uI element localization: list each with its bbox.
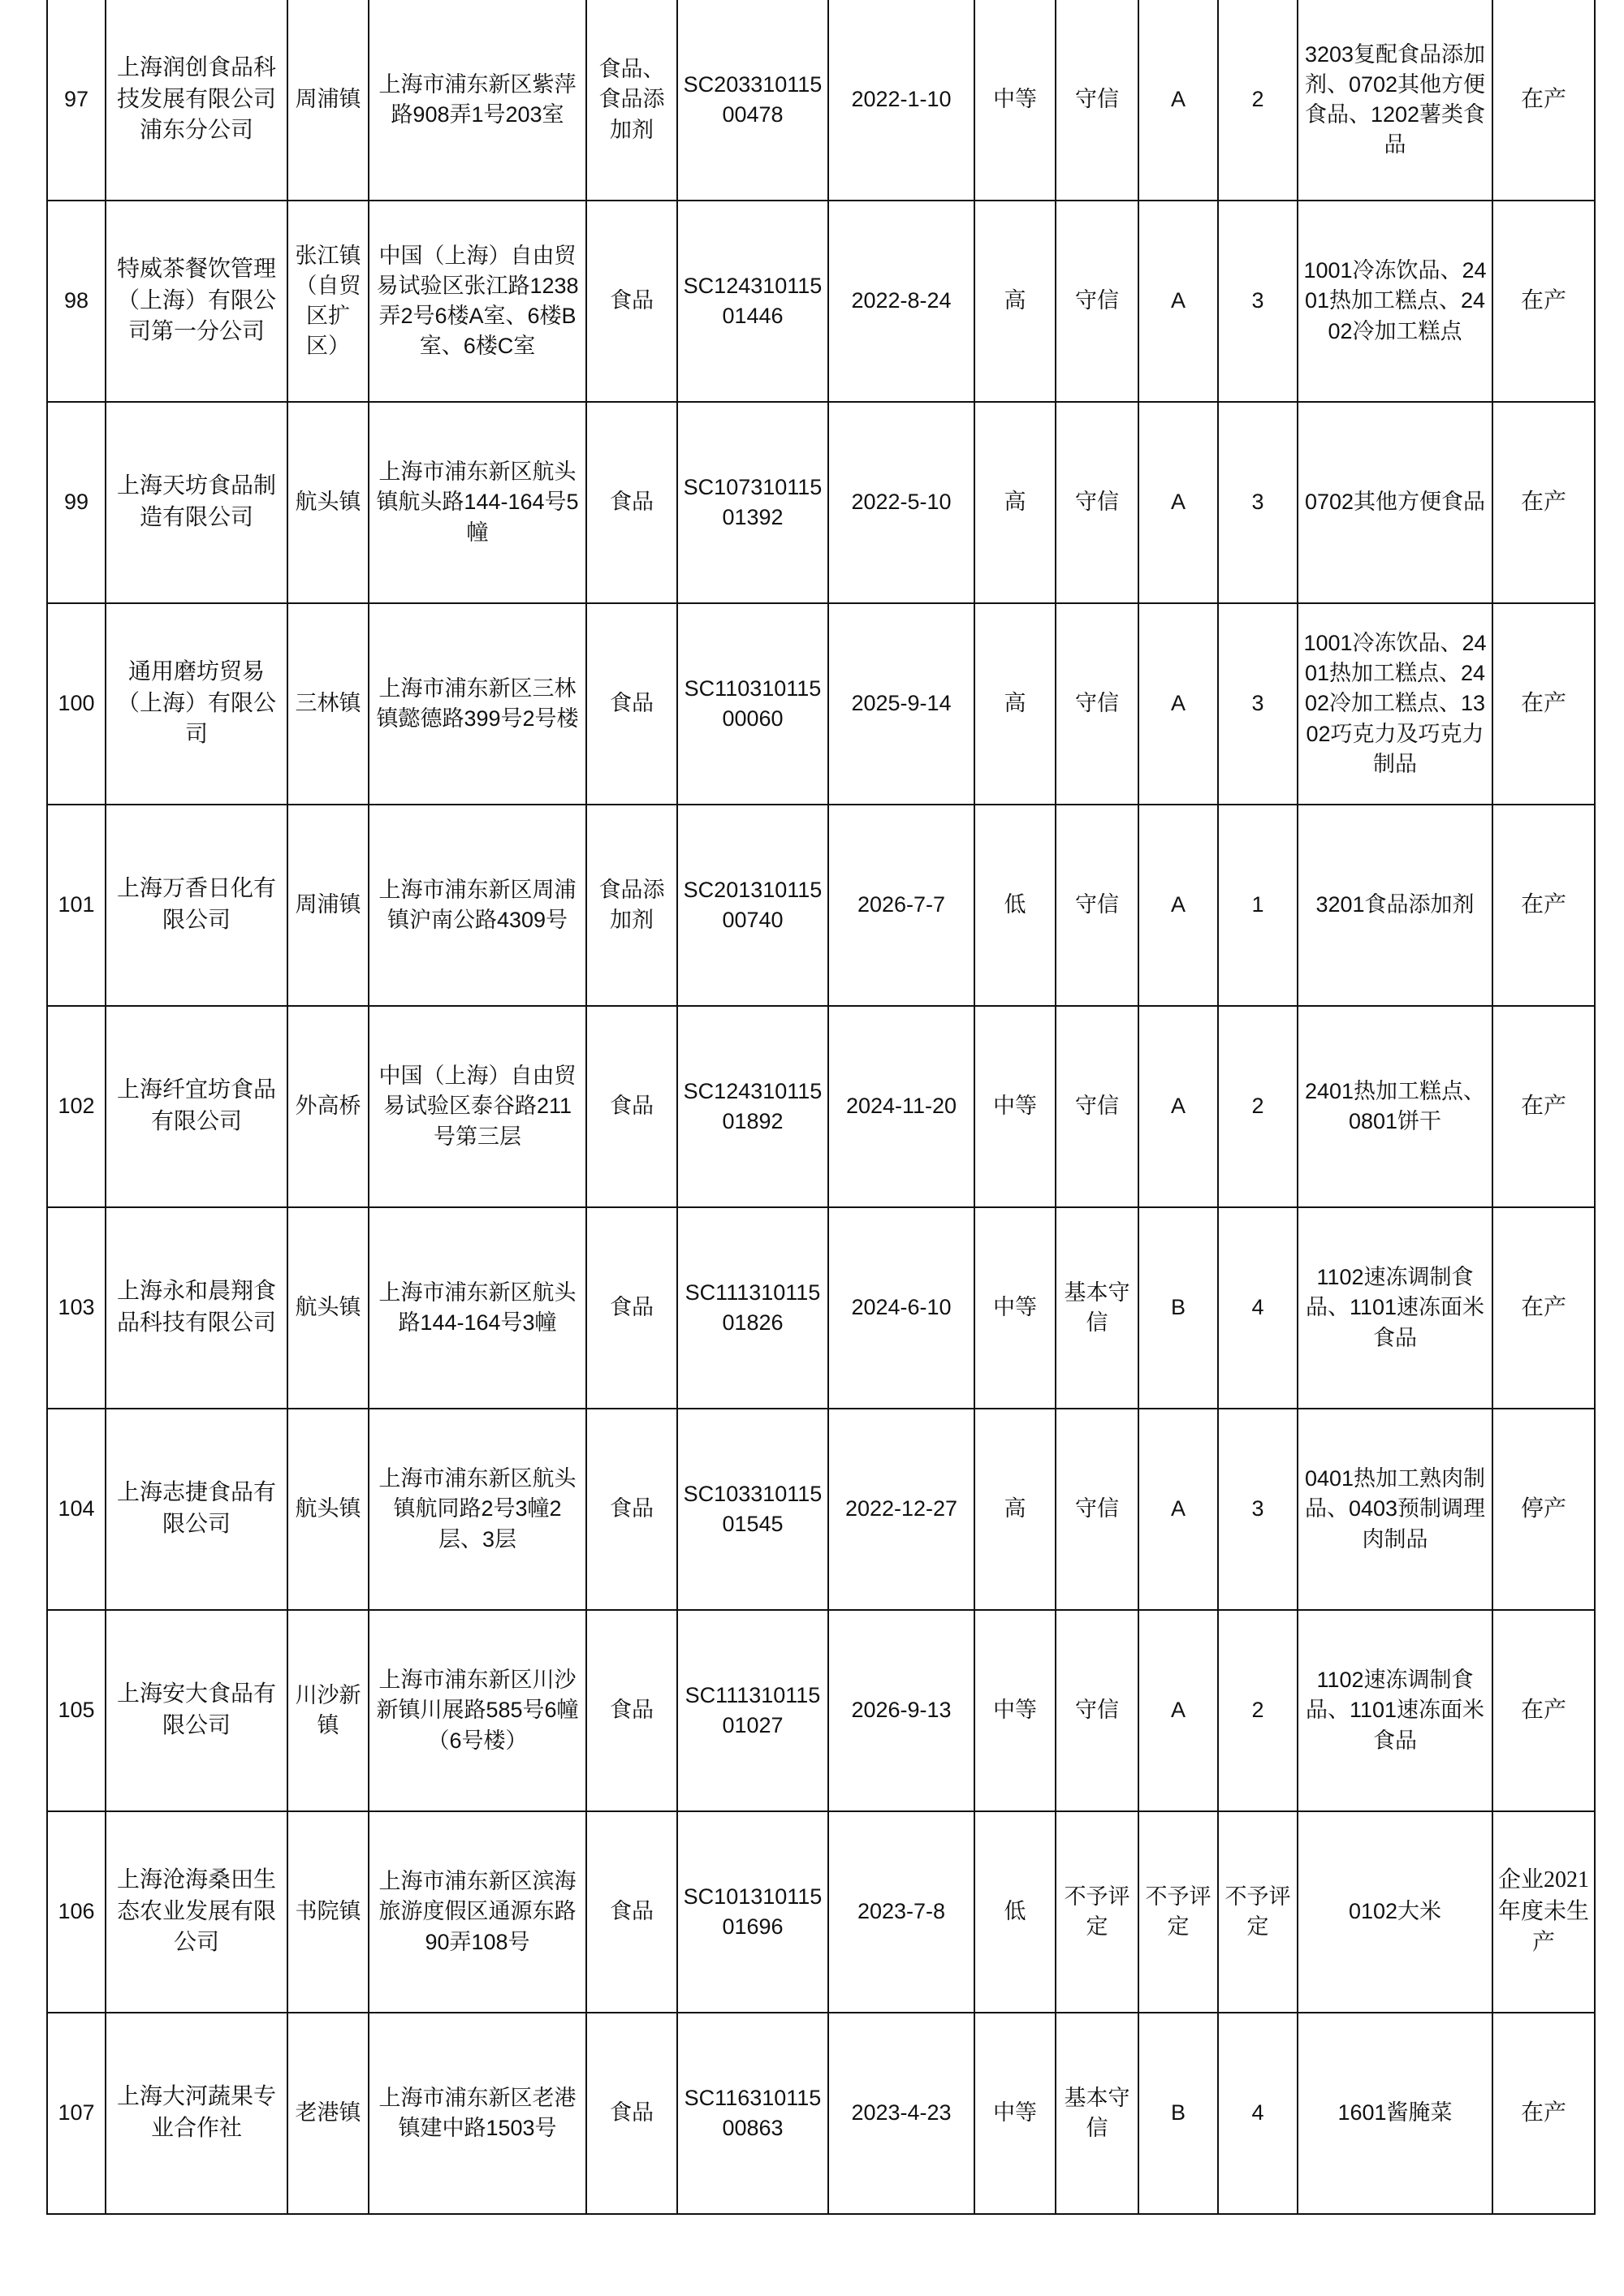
town-cell: 三林镇 [287, 603, 369, 805]
product-categories-cell: 1601酱腌菜 [1298, 2013, 1492, 2214]
product-categories-cell: 1001冷冻饮品、2401热加工糕点、2402冷加工糕点 [1298, 201, 1492, 402]
credit-rating-cell: 守信 [1056, 1610, 1138, 1811]
supervision-level-cell: 1 [1218, 805, 1298, 1006]
risk-level-cell: 中等 [974, 1610, 1056, 1811]
license-number-cell: SC10731011501392 [677, 402, 828, 603]
production-status-cell: 在产 [1492, 402, 1595, 603]
row-number-cell: 98 [47, 201, 106, 402]
credit-rating-cell: 不予评定 [1056, 1811, 1138, 2013]
category-cell: 食品 [586, 402, 677, 603]
row-number-cell: 107 [47, 2013, 106, 2214]
town-cell: 川沙新镇 [287, 1610, 369, 1811]
license-number-cell: SC11131011501027 [677, 1610, 828, 1811]
risk-level-cell: 低 [974, 1811, 1056, 2013]
product-categories-cell: 1102速冻调制食品、1101速冻面米食品 [1298, 1610, 1492, 1811]
supervision-level-cell: 2 [1218, 1610, 1298, 1811]
production-status-cell: 在产 [1492, 1610, 1595, 1811]
row-number-cell: 100 [47, 603, 106, 805]
table-row [47, 603, 1595, 805]
address-cell: 上海市浦东新区滨海旅游度假区通源东路90弄108号 [369, 1811, 586, 2013]
address-cell: 上海市浦东新区川沙新镇川展路585号6幢（6号楼） [369, 1610, 586, 1811]
product-categories-cell: 3201食品添加剂 [1298, 805, 1492, 1006]
production-status-cell: 在产 [1492, 1207, 1595, 1409]
grade-cell: A [1138, 603, 1218, 805]
supervision-level-cell: 4 [1218, 2013, 1298, 2214]
town-cell: 张江镇（自贸区扩区） [287, 201, 369, 402]
category-cell: 食品 [586, 1610, 677, 1811]
expiry-date-cell: 2024-6-10 [828, 1207, 974, 1409]
grade-cell: A [1138, 1409, 1218, 1610]
credit-rating-cell: 基本守信 [1056, 2013, 1138, 2214]
expiry-date-cell: 2026-9-13 [828, 1610, 974, 1811]
company-name-cell: 上海润创食品科技发展有限公司浦东分公司 [106, 0, 287, 201]
risk-level-cell: 高 [974, 201, 1056, 402]
town-cell: 书院镇 [287, 1811, 369, 2013]
production-status-cell: 停产 [1492, 1409, 1595, 1610]
supervision-level-cell: 2 [1218, 0, 1298, 201]
company-name-cell: 通用磨坊贸易（上海）有限公司 [106, 603, 287, 805]
license-number-cell: SC12431011501892 [677, 1006, 828, 1207]
expiry-date-cell: 2025-9-14 [828, 603, 974, 805]
company-name-cell: 上海天坊食品制造有限公司 [106, 402, 287, 603]
category-cell: 食品 [586, 1409, 677, 1610]
risk-level-cell: 高 [974, 1409, 1056, 1610]
license-number-cell: SC11631011500863 [677, 2013, 828, 2214]
grade-cell: B [1138, 2013, 1218, 2214]
town-cell: 航头镇 [287, 402, 369, 603]
license-number-cell: SC10331011501545 [677, 1409, 828, 1610]
expiry-date-cell: 2022-1-10 [828, 0, 974, 201]
expiry-date-cell: 2022-12-27 [828, 1409, 974, 1610]
table-body [47, 0, 1595, 2214]
credit-rating-cell: 守信 [1056, 0, 1138, 201]
credit-rating-cell: 守信 [1056, 1409, 1138, 1610]
license-number-cell: SC11131011501826 [677, 1207, 828, 1409]
category-cell: 食品 [586, 1006, 677, 1207]
license-number-cell: SC11031011500060 [677, 603, 828, 805]
credit-rating-cell: 守信 [1056, 402, 1138, 603]
product-categories-cell: 2401热加工糕点、0801饼干 [1298, 1006, 1492, 1207]
address-cell: 中国（上海）自由贸易试验区张江路1238弄2号6楼A室、6楼B室、6楼C室 [369, 201, 586, 402]
supervision-level-cell: 4 [1218, 1207, 1298, 1409]
table-row [47, 1610, 1595, 1811]
town-cell: 航头镇 [287, 1409, 369, 1610]
risk-level-cell: 低 [974, 805, 1056, 1006]
address-cell: 上海市浦东新区航头路144-164号3幢 [369, 1207, 586, 1409]
supervision-level-cell: 3 [1218, 201, 1298, 402]
town-cell: 外高桥 [287, 1006, 369, 1207]
supervision-level-cell: 3 [1218, 603, 1298, 805]
expiry-date-cell: 2024-11-20 [828, 1006, 974, 1207]
expiry-date-cell: 2026-7-7 [828, 805, 974, 1006]
row-number-cell: 105 [47, 1610, 106, 1811]
supervision-level-cell: 2 [1218, 1006, 1298, 1207]
table-row [47, 1207, 1595, 1409]
grade-cell: A [1138, 201, 1218, 402]
grade-cell: A [1138, 402, 1218, 603]
license-number-cell: SC10131011501696 [677, 1811, 828, 2013]
address-cell: 上海市浦东新区老港镇建中路1503号 [369, 2013, 586, 2214]
row-number-cell: 97 [47, 0, 106, 201]
license-number-cell: SC20331011500478 [677, 0, 828, 201]
production-status-cell: 在产 [1492, 0, 1595, 201]
category-cell: 食品添加剂 [586, 805, 677, 1006]
supervision-level-cell: 3 [1218, 1409, 1298, 1610]
town-cell: 周浦镇 [287, 0, 369, 201]
table-row [47, 805, 1595, 1006]
category-cell: 食品 [586, 1207, 677, 1409]
company-name-cell: 上海纤宜坊食品有限公司 [106, 1006, 287, 1207]
expiry-date-cell: 2022-5-10 [828, 402, 974, 603]
credit-rating-cell: 基本守信 [1056, 1207, 1138, 1409]
table-row [47, 1006, 1595, 1207]
production-status-cell: 企业2021年度未生产 [1492, 1811, 1595, 2013]
address-cell: 中国（上海）自由贸易试验区泰谷路211号第三层 [369, 1006, 586, 1207]
row-number-cell: 99 [47, 402, 106, 603]
product-categories-cell: 0102大米 [1298, 1811, 1492, 2013]
company-name-cell: 上海大河蔬果专业合作社 [106, 2013, 287, 2214]
risk-level-cell: 中等 [974, 1006, 1056, 1207]
expiry-date-cell: 2023-4-23 [828, 2013, 974, 2214]
product-categories-cell: 3203复配食品添加剂、0702其他方便食品、1202薯类食品 [1298, 0, 1492, 201]
address-cell: 上海市浦东新区周浦镇沪南公路4309号 [369, 805, 586, 1006]
supervision-level-cell: 不予评定 [1218, 1811, 1298, 2013]
company-name-cell: 上海沧海桑田生态农业发展有限公司 [106, 1811, 287, 2013]
license-number-cell: SC20131011500740 [677, 805, 828, 1006]
production-status-cell: 在产 [1492, 2013, 1595, 2214]
grade-cell: 不予评定 [1138, 1811, 1218, 2013]
grade-cell: A [1138, 0, 1218, 201]
row-number-cell: 104 [47, 1409, 106, 1610]
row-number-cell: 106 [47, 1811, 106, 2013]
table-row [47, 0, 1595, 201]
category-cell: 食品 [586, 201, 677, 402]
row-number-cell: 101 [47, 805, 106, 1006]
category-cell: 食品 [586, 603, 677, 805]
risk-level-cell: 中等 [974, 2013, 1056, 2214]
address-cell: 上海市浦东新区三林镇懿德路399号2号楼 [369, 603, 586, 805]
grade-cell: A [1138, 1610, 1218, 1811]
credit-rating-cell: 守信 [1056, 603, 1138, 805]
table-row [47, 201, 1595, 402]
company-name-cell: 上海安大食品有限公司 [106, 1610, 287, 1811]
production-status-cell: 在产 [1492, 603, 1595, 805]
product-categories-cell: 1001冷冻饮品、2401热加工糕点、2402冷加工糕点、1302巧克力及巧克力制品 [1298, 603, 1492, 805]
product-categories-cell: 1102速冻调制食品、1101速冻面米食品 [1298, 1207, 1492, 1409]
grade-cell: B [1138, 1207, 1218, 1409]
food-producer-table [46, 0, 1596, 2215]
company-name-cell: 上海万香日化有限公司 [106, 805, 287, 1006]
table-row [47, 1409, 1595, 1610]
risk-level-cell: 中等 [974, 0, 1056, 201]
production-status-cell: 在产 [1492, 805, 1595, 1006]
category-cell: 食品、食品添加剂 [586, 0, 677, 201]
table-row [47, 2013, 1595, 2214]
company-name-cell: 特威茶餐饮管理（上海）有限公司第一分公司 [106, 201, 287, 402]
supervision-level-cell: 3 [1218, 402, 1298, 603]
credit-rating-cell: 守信 [1056, 805, 1138, 1006]
grade-cell: A [1138, 1006, 1218, 1207]
company-name-cell: 上海永和晨翔食品科技有限公司 [106, 1207, 287, 1409]
production-status-cell: 在产 [1492, 1006, 1595, 1207]
risk-level-cell: 高 [974, 603, 1056, 805]
address-cell: 上海市浦东新区航头镇航同路2号3幢2层、3层 [369, 1409, 586, 1610]
risk-level-cell: 高 [974, 402, 1056, 603]
product-categories-cell: 0401热加工熟肉制品、0403预制调理肉制品 [1298, 1409, 1492, 1610]
address-cell: 上海市浦东新区紫萍路908弄1号203室 [369, 0, 586, 201]
risk-level-cell: 中等 [974, 1207, 1056, 1409]
expiry-date-cell: 2022-8-24 [828, 201, 974, 402]
expiry-date-cell: 2023-7-8 [828, 1811, 974, 2013]
product-categories-cell: 0702其他方便食品 [1298, 402, 1492, 603]
company-name-cell: 上海志捷食品有限公司 [106, 1409, 287, 1610]
town-cell: 老港镇 [287, 2013, 369, 2214]
table-row [47, 1811, 1595, 2013]
row-number-cell: 102 [47, 1006, 106, 1207]
credit-rating-cell: 守信 [1056, 1006, 1138, 1207]
production-status-cell: 在产 [1492, 201, 1595, 402]
license-number-cell: SC12431011501446 [677, 201, 828, 402]
address-cell: 上海市浦东新区航头镇航头路144-164号5幢 [369, 402, 586, 603]
town-cell: 航头镇 [287, 1207, 369, 1409]
town-cell: 周浦镇 [287, 805, 369, 1006]
credit-rating-cell: 守信 [1056, 201, 1138, 402]
grade-cell: A [1138, 805, 1218, 1006]
table-row [47, 402, 1595, 603]
category-cell: 食品 [586, 2013, 677, 2214]
row-number-cell: 103 [47, 1207, 106, 1409]
category-cell: 食品 [586, 1811, 677, 2013]
